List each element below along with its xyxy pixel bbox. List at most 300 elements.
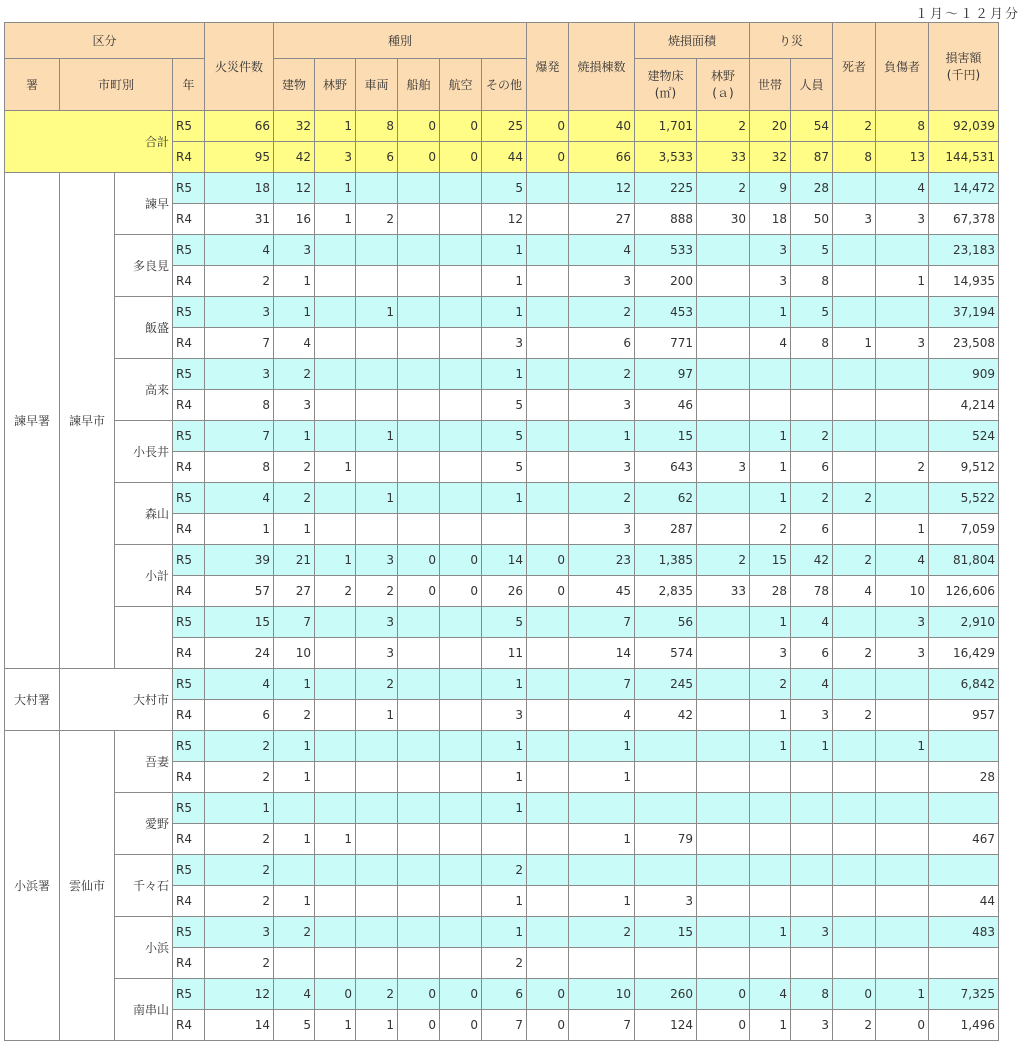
year-cell: R5: [173, 173, 205, 204]
value-cell: 4: [791, 669, 833, 700]
period-label: １月～１２月分: [914, 7, 1020, 22]
value-cell: [929, 793, 999, 824]
value-cell: 3,533: [635, 142, 697, 173]
value-cell: [833, 514, 876, 545]
value-cell: [315, 514, 356, 545]
value-cell: 28: [750, 576, 791, 607]
header-explosion: 爆発: [527, 23, 569, 111]
year-cell: R5: [173, 235, 205, 266]
value-cell: 8: [356, 111, 398, 142]
value-cell: [569, 793, 635, 824]
value-cell: 2: [482, 855, 527, 886]
value-cell: [398, 204, 440, 235]
value-cell: [356, 948, 398, 979]
value-cell: 2: [569, 297, 635, 328]
header-building: 建物: [274, 59, 315, 111]
value-cell: 0: [833, 979, 876, 1010]
value-cell: 5: [482, 452, 527, 483]
value-cell: 2: [833, 545, 876, 576]
value-cell: [440, 514, 482, 545]
value-cell: 0: [697, 1010, 750, 1041]
value-cell: 3: [274, 235, 315, 266]
value-cell: [876, 917, 929, 948]
header-type: 種別: [274, 23, 527, 59]
value-cell: 1: [482, 266, 527, 297]
town-name: 諫早: [115, 173, 173, 235]
value-cell: 1: [315, 824, 356, 855]
value-cell: 2: [205, 762, 274, 793]
value-cell: [482, 824, 527, 855]
value-cell: [398, 390, 440, 421]
header-forest: 林野: [315, 59, 356, 111]
value-cell: 0: [527, 142, 569, 173]
value-cell: 1: [750, 421, 791, 452]
value-cell: [791, 824, 833, 855]
value-cell: 33: [697, 142, 750, 173]
value-cell: 7: [205, 421, 274, 452]
value-cell: 1: [274, 762, 315, 793]
station-name: 大村署: [5, 669, 60, 731]
value-cell: 4: [569, 700, 635, 731]
value-cell: 2: [274, 483, 315, 514]
value-cell: 2: [274, 359, 315, 390]
value-cell: [398, 421, 440, 452]
value-cell: [929, 948, 999, 979]
value-cell: [440, 762, 482, 793]
value-cell: 0: [527, 545, 569, 576]
value-cell: [440, 669, 482, 700]
year-cell: R5: [173, 297, 205, 328]
value-cell: 6: [791, 452, 833, 483]
value-cell: 12: [482, 204, 527, 235]
value-cell: 1: [833, 328, 876, 359]
value-cell: 6: [791, 638, 833, 669]
value-cell: 23,183: [929, 235, 999, 266]
header-other: その他: [482, 59, 527, 111]
value-cell: [635, 793, 697, 824]
value-cell: 1: [315, 545, 356, 576]
value-cell: 10: [274, 638, 315, 669]
value-cell: 1: [315, 173, 356, 204]
value-cell: 97: [635, 359, 697, 390]
value-cell: [750, 359, 791, 390]
value-cell: 42: [274, 142, 315, 173]
value-cell: 124: [635, 1010, 697, 1041]
value-cell: 14: [569, 638, 635, 669]
value-cell: [315, 886, 356, 917]
value-cell: [527, 452, 569, 483]
value-cell: [315, 638, 356, 669]
value-cell: 1: [876, 266, 929, 297]
town-name: 小浜: [115, 917, 173, 979]
value-cell: 10: [569, 979, 635, 1010]
table-row: [5, 855, 999, 886]
value-cell: 200: [635, 266, 697, 297]
value-cell: 0: [440, 142, 482, 173]
value-cell: 3: [569, 266, 635, 297]
value-cell: [833, 793, 876, 824]
value-cell: [356, 359, 398, 390]
year-cell: R5: [173, 421, 205, 452]
value-cell: [697, 669, 750, 700]
value-cell: 1: [205, 793, 274, 824]
value-cell: 1: [750, 607, 791, 638]
value-cell: [356, 886, 398, 917]
value-cell: 0: [876, 1010, 929, 1041]
value-cell: 1: [315, 111, 356, 142]
value-cell: [356, 793, 398, 824]
header-deaths: 死者: [833, 23, 876, 111]
value-cell: 524: [929, 421, 999, 452]
value-cell: 1: [569, 421, 635, 452]
value-cell: [315, 235, 356, 266]
value-cell: [750, 762, 791, 793]
value-cell: 2,835: [635, 576, 697, 607]
value-cell: [876, 297, 929, 328]
value-cell: 5: [482, 607, 527, 638]
table-row: [5, 793, 999, 824]
header-year: 年: [173, 59, 205, 111]
value-cell: [876, 886, 929, 917]
value-cell: 287: [635, 514, 697, 545]
value-cell: 2: [274, 452, 315, 483]
year-cell: R4: [173, 886, 205, 917]
value-cell: 14,935: [929, 266, 999, 297]
value-cell: [527, 607, 569, 638]
fire-statistics-table: [4, 22, 999, 1041]
value-cell: [398, 917, 440, 948]
value-cell: [356, 390, 398, 421]
value-cell: 2: [274, 917, 315, 948]
table-row: [5, 607, 999, 638]
year-cell: R4: [173, 328, 205, 359]
value-cell: 0: [527, 111, 569, 142]
value-cell: 1: [750, 731, 791, 762]
value-cell: 1: [876, 514, 929, 545]
value-cell: 144,531: [929, 142, 999, 173]
town-name: 南串山: [115, 979, 173, 1041]
value-cell: 7: [205, 328, 274, 359]
value-cell: 18: [750, 204, 791, 235]
value-cell: [697, 328, 750, 359]
value-cell: [315, 731, 356, 762]
value-cell: 1: [482, 793, 527, 824]
value-cell: [527, 297, 569, 328]
value-cell: [527, 855, 569, 886]
value-cell: [697, 948, 750, 979]
value-cell: [356, 266, 398, 297]
value-cell: 3: [356, 607, 398, 638]
value-cell: 1: [569, 886, 635, 917]
town-name: 小計: [115, 545, 173, 607]
value-cell: [398, 700, 440, 731]
value-cell: 1: [750, 483, 791, 514]
value-cell: [398, 886, 440, 917]
value-cell: [315, 359, 356, 390]
value-cell: 1: [482, 762, 527, 793]
value-cell: [356, 762, 398, 793]
value-cell: [315, 855, 356, 886]
value-cell: 1: [482, 731, 527, 762]
value-cell: 0: [398, 111, 440, 142]
value-cell: [929, 731, 999, 762]
year-cell: R4: [173, 824, 205, 855]
value-cell: [440, 204, 482, 235]
town-name: 吾妻: [115, 731, 173, 793]
value-cell: [833, 886, 876, 917]
value-cell: 3: [876, 204, 929, 235]
value-cell: 5: [482, 421, 527, 452]
value-cell: 1: [750, 917, 791, 948]
value-cell: [527, 917, 569, 948]
year-cell: R5: [173, 359, 205, 390]
value-cell: [697, 700, 750, 731]
table-row: [5, 359, 999, 390]
value-cell: 0: [398, 142, 440, 173]
value-cell: [697, 793, 750, 824]
value-cell: 2: [205, 731, 274, 762]
header-fire-count: 火災件数: [205, 23, 274, 111]
value-cell: [315, 483, 356, 514]
value-cell: [833, 669, 876, 700]
value-cell: 4: [750, 328, 791, 359]
value-cell: 1: [750, 452, 791, 483]
value-cell: 7: [482, 1010, 527, 1041]
value-cell: 2: [205, 948, 274, 979]
value-cell: 3: [876, 607, 929, 638]
value-cell: [697, 266, 750, 297]
header-burned-buildings: 焼損棟数: [569, 23, 635, 111]
value-cell: 40: [569, 111, 635, 142]
value-cell: 44: [929, 886, 999, 917]
value-cell: [527, 173, 569, 204]
year-cell: R5: [173, 545, 205, 576]
value-cell: [833, 266, 876, 297]
value-cell: [791, 886, 833, 917]
value-cell: [833, 762, 876, 793]
value-cell: [440, 638, 482, 669]
value-cell: [398, 359, 440, 390]
value-cell: 32: [750, 142, 791, 173]
value-cell: [356, 328, 398, 359]
value-cell: [398, 948, 440, 979]
value-cell: 39: [205, 545, 274, 576]
value-cell: 8: [791, 328, 833, 359]
year-cell: R4: [173, 700, 205, 731]
year-cell: R5: [173, 793, 205, 824]
table-row: [5, 731, 999, 762]
year-cell: R4: [173, 142, 205, 173]
value-cell: [527, 514, 569, 545]
value-cell: 33: [697, 576, 750, 607]
value-cell: 909: [929, 359, 999, 390]
value-cell: 57: [205, 576, 274, 607]
value-cell: [440, 886, 482, 917]
value-cell: 0: [398, 1010, 440, 1041]
value-cell: 2: [750, 514, 791, 545]
value-cell: [398, 607, 440, 638]
value-cell: [876, 762, 929, 793]
value-cell: 5: [482, 173, 527, 204]
value-cell: 3: [697, 452, 750, 483]
value-cell: 37,194: [929, 297, 999, 328]
value-cell: 2: [697, 111, 750, 142]
value-cell: 126,606: [929, 576, 999, 607]
value-cell: [527, 824, 569, 855]
value-cell: [697, 638, 750, 669]
table-row: [5, 669, 999, 700]
value-cell: 574: [635, 638, 697, 669]
year-cell: R4: [173, 762, 205, 793]
value-cell: 1: [315, 452, 356, 483]
station-name: 諫早署: [5, 173, 60, 669]
value-cell: [569, 855, 635, 886]
value-cell: [440, 607, 482, 638]
value-cell: 27: [569, 204, 635, 235]
value-cell: [440, 855, 482, 886]
table-row: [5, 235, 999, 266]
value-cell: 3: [635, 886, 697, 917]
value-cell: 12: [274, 173, 315, 204]
value-cell: [315, 328, 356, 359]
value-cell: 42: [635, 700, 697, 731]
total-label: 合計: [5, 111, 173, 173]
value-cell: 1: [274, 669, 315, 700]
value-cell: [398, 514, 440, 545]
value-cell: [697, 483, 750, 514]
value-cell: [398, 855, 440, 886]
value-cell: [876, 669, 929, 700]
header-ship: 船舶: [398, 59, 440, 111]
header-households: 世帯: [750, 59, 791, 111]
value-cell: [440, 948, 482, 979]
value-cell: [356, 917, 398, 948]
value-cell: [527, 359, 569, 390]
municipality-name: 大村市: [60, 669, 173, 731]
value-cell: 56: [635, 607, 697, 638]
value-cell: 0: [440, 545, 482, 576]
value-cell: 2: [356, 576, 398, 607]
value-cell: [791, 793, 833, 824]
value-cell: 4,214: [929, 390, 999, 421]
value-cell: 44: [482, 142, 527, 173]
value-cell: [527, 235, 569, 266]
value-cell: 260: [635, 979, 697, 1010]
year-cell: R5: [173, 855, 205, 886]
value-cell: 30: [697, 204, 750, 235]
value-cell: 6: [205, 700, 274, 731]
value-cell: 1: [482, 917, 527, 948]
value-cell: [876, 235, 929, 266]
value-cell: 23,508: [929, 328, 999, 359]
value-cell: [398, 266, 440, 297]
value-cell: 6: [356, 142, 398, 173]
value-cell: 3: [876, 638, 929, 669]
value-cell: [440, 235, 482, 266]
header-vehicle: 車両: [356, 59, 398, 111]
value-cell: 31: [205, 204, 274, 235]
value-cell: 3: [750, 266, 791, 297]
year-cell: R4: [173, 204, 205, 235]
value-cell: 3: [791, 917, 833, 948]
value-cell: 95: [205, 142, 274, 173]
value-cell: 2: [205, 824, 274, 855]
value-cell: [356, 514, 398, 545]
value-cell: [791, 762, 833, 793]
value-cell: 1: [876, 731, 929, 762]
value-cell: 92,039: [929, 111, 999, 142]
value-cell: [833, 390, 876, 421]
value-cell: 2: [833, 638, 876, 669]
value-cell: 5: [791, 235, 833, 266]
value-cell: 1: [274, 886, 315, 917]
value-cell: 4: [205, 235, 274, 266]
table-row: [5, 545, 999, 576]
value-cell: 2: [356, 979, 398, 1010]
header-victims: り災: [750, 23, 833, 59]
value-cell: [315, 917, 356, 948]
town-name: [115, 607, 173, 669]
value-cell: [398, 483, 440, 514]
value-cell: 9,512: [929, 452, 999, 483]
value-cell: 3: [876, 328, 929, 359]
value-cell: 2: [791, 483, 833, 514]
value-cell: 453: [635, 297, 697, 328]
value-cell: [635, 948, 697, 979]
value-cell: 66: [205, 111, 274, 142]
value-cell: [876, 855, 929, 886]
value-cell: [398, 297, 440, 328]
value-cell: [876, 793, 929, 824]
municipality-name: 諫早市: [60, 173, 115, 669]
value-cell: [791, 948, 833, 979]
value-cell: [635, 731, 697, 762]
value-cell: 225: [635, 173, 697, 204]
table-row: [5, 111, 999, 142]
value-cell: 13: [876, 142, 929, 173]
value-cell: [833, 297, 876, 328]
value-cell: 1: [482, 669, 527, 700]
year-cell: R5: [173, 979, 205, 1010]
value-cell: 2: [482, 948, 527, 979]
value-cell: [527, 421, 569, 452]
value-cell: [356, 855, 398, 886]
year-cell: R4: [173, 514, 205, 545]
value-cell: [315, 762, 356, 793]
value-cell: [876, 421, 929, 452]
value-cell: [440, 483, 482, 514]
value-cell: 11: [482, 638, 527, 669]
value-cell: [697, 607, 750, 638]
value-cell: 62: [635, 483, 697, 514]
value-cell: 3: [205, 917, 274, 948]
year-cell: R4: [173, 390, 205, 421]
value-cell: 1,496: [929, 1010, 999, 1041]
value-cell: [315, 607, 356, 638]
value-cell: 0: [527, 1010, 569, 1041]
value-cell: [697, 824, 750, 855]
value-cell: 8: [791, 979, 833, 1010]
value-cell: [527, 390, 569, 421]
value-cell: 4: [791, 607, 833, 638]
value-cell: [315, 793, 356, 824]
value-cell: 28: [791, 173, 833, 204]
value-cell: 2: [569, 917, 635, 948]
value-cell: 14: [482, 545, 527, 576]
value-cell: 2: [791, 421, 833, 452]
value-cell: 1: [315, 204, 356, 235]
value-cell: 1: [274, 266, 315, 297]
